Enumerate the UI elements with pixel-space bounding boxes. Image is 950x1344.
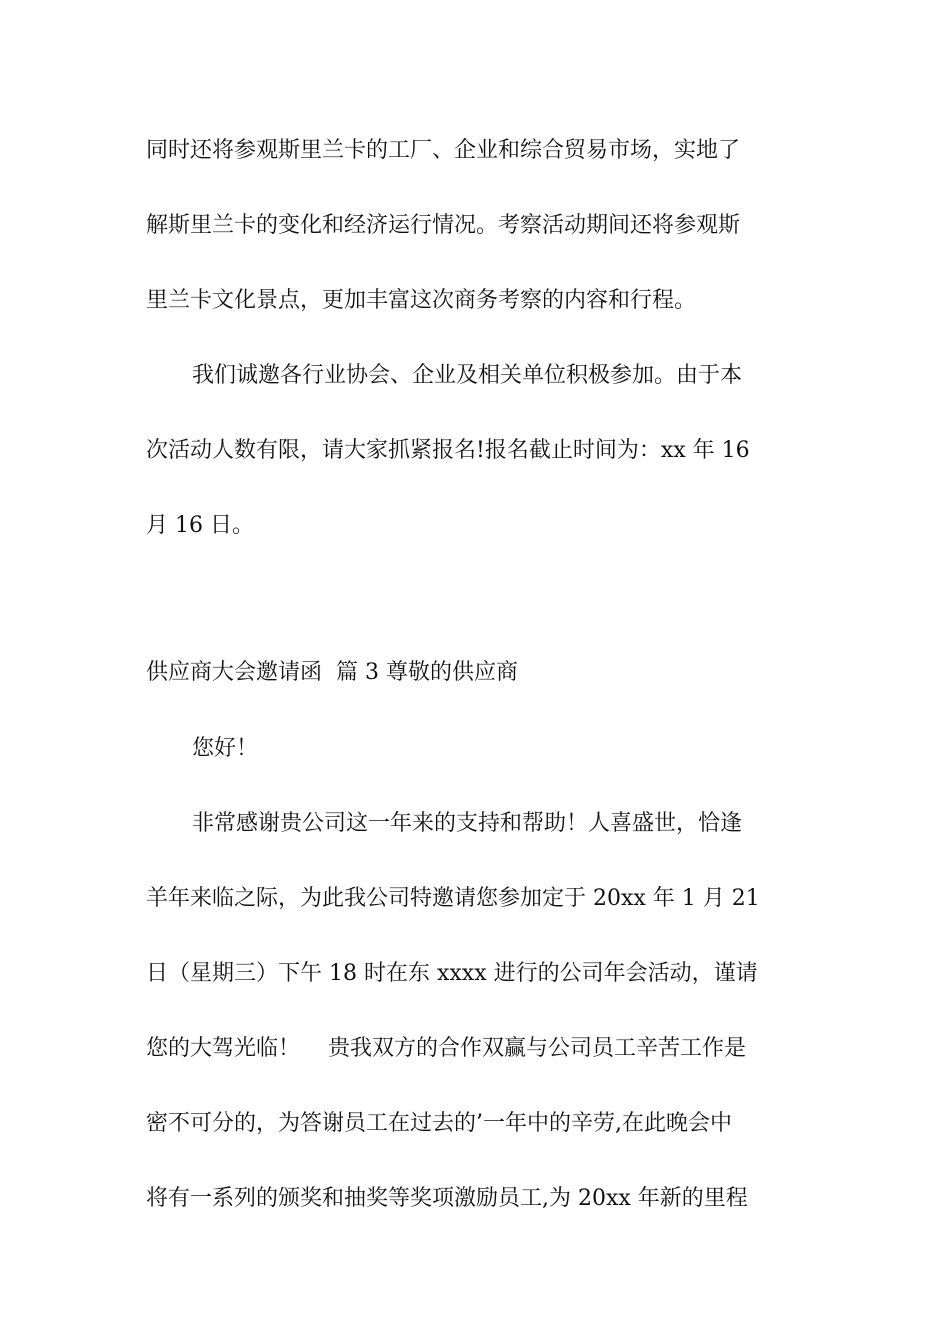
greeting: 您好！ (192, 736, 259, 761)
paragraph-line: 同时还将参观斯里兰卡的工厂、企业和综合贸易市场，实地了 (146, 138, 741, 163)
paragraph-line: 次活动人数有限，请大家抓紧报名!报名截止时间为：xx 年 16 (146, 438, 750, 463)
paragraph-line: 里兰卡文化景点，更加丰富这次商务考察的内容和行程。 (146, 288, 697, 313)
paragraph-line: 我们诚邀各行业协会、企业及相关单位积极参加。由于本 (192, 363, 743, 388)
paragraph-line: 月 16 日。 (146, 513, 254, 538)
paragraph-line: 羊年来临之际，为此我公司特邀请您参加定于 20xx 年 1 月 21 (146, 886, 760, 911)
paragraph-line: 将有一系列的颁奖和抽奖等奖项激励员工,为 20xx 年新的里程 (146, 1186, 748, 1211)
section-heading: 供应商大会邀请函 篇 3 尊敬的供应商 (146, 660, 518, 685)
paragraph-line: 日（星期三）下午 18 时在东 xxxx 进行的公司年会活动，谨请 (146, 961, 758, 986)
paragraph-line: 非常感谢贵公司这一年来的支持和帮助！人喜盛世，恰逢 (192, 811, 743, 836)
paragraph-line: 您的大驾光临！ 贵我双方的合作双赢与公司员工辛苦工作是 (146, 1036, 746, 1061)
paragraph-line: 密不可分的，为答谢员工在过去的’一年中的辛劳,在此晚会中 (146, 1111, 732, 1136)
paragraph-line: 解斯里兰卡的变化和经济运行情况。考察活动期间还将参观斯 (146, 213, 741, 238)
